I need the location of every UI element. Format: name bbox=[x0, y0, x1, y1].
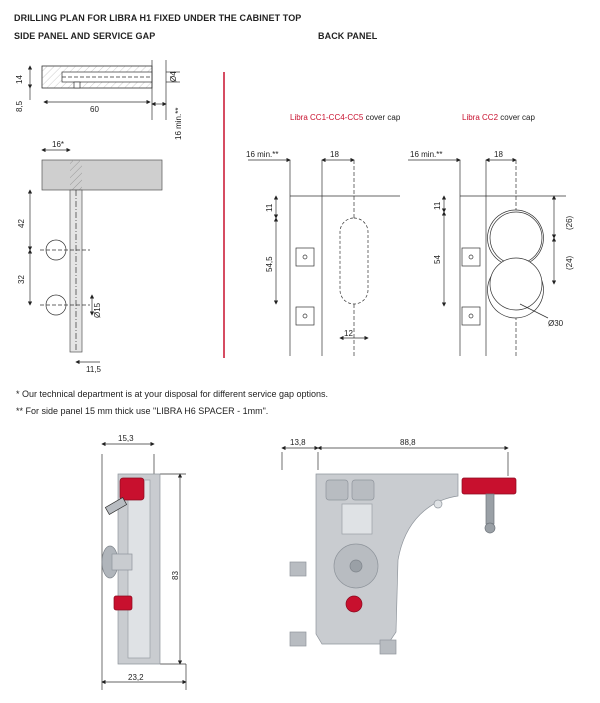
dim-diam-15: Ø15 bbox=[93, 302, 102, 318]
dim-83: 83 bbox=[171, 571, 180, 580]
dim-14: 14 bbox=[15, 75, 24, 84]
dim-54-5: 54,5 bbox=[265, 256, 274, 272]
dim-16-min-b: 16 min.** bbox=[410, 150, 443, 159]
dim-11-5: 11,5 bbox=[86, 365, 101, 374]
back-panel-header: BACK PANEL bbox=[318, 31, 378, 41]
dim-24: (24) bbox=[565, 255, 574, 270]
footnote-spacer: ** For side panel 15 mm thick use "LIBRA H6 SPACER - 1mm". bbox=[16, 406, 269, 416]
back-panel-b-drawing bbox=[408, 160, 566, 356]
dim-26: (26) bbox=[565, 215, 574, 230]
dim-8-5: 8,5 bbox=[15, 100, 24, 112]
dim-16-star: 16* bbox=[52, 140, 65, 149]
dim-23-2: 23,2 bbox=[128, 673, 144, 682]
dim-11-b: 11 bbox=[433, 201, 442, 210]
dim-12: 12 bbox=[344, 329, 353, 338]
dim-diam-30: Ø30 bbox=[548, 319, 564, 328]
dim-16-min: 16 min.** bbox=[174, 107, 183, 140]
page-title: DRILLING PLAN FOR LIBRA H1 FIXED UNDER THE CABINET TOP bbox=[14, 13, 302, 23]
dim-18-a: 18 bbox=[330, 150, 339, 159]
product-side-view bbox=[102, 444, 186, 690]
side-hole-drawing bbox=[30, 60, 180, 120]
side-panel-header: SIDE PANEL AND SERVICE GAP bbox=[14, 31, 156, 41]
dim-18-b: 18 bbox=[494, 150, 503, 159]
dim-11-a: 11 bbox=[265, 203, 274, 212]
dim-54: 54 bbox=[433, 255, 442, 264]
cover-cap-label-cc1: Libra CC1-CC4-CC5 cover cap bbox=[290, 113, 401, 122]
dim-42: 42 bbox=[17, 219, 26, 228]
dim-60: 60 bbox=[90, 105, 99, 114]
product-front-view bbox=[282, 448, 516, 654]
dim-88-8: 88,8 bbox=[400, 438, 416, 447]
dim-16-min-a: 16 min.** bbox=[246, 150, 279, 159]
dim-15-3: 15,3 bbox=[118, 434, 134, 443]
dim-diam-4: Ø4 bbox=[169, 71, 178, 82]
footnote-service-gap: * Our technical department is at your disposal for different service gap options. bbox=[16, 389, 328, 399]
cover-cap-label-cc2: Libra CC2 cover cap bbox=[462, 113, 535, 122]
side-panel-drawing bbox=[30, 150, 162, 362]
dim-13-8: 13,8 bbox=[290, 438, 306, 447]
dim-32: 32 bbox=[17, 275, 26, 284]
